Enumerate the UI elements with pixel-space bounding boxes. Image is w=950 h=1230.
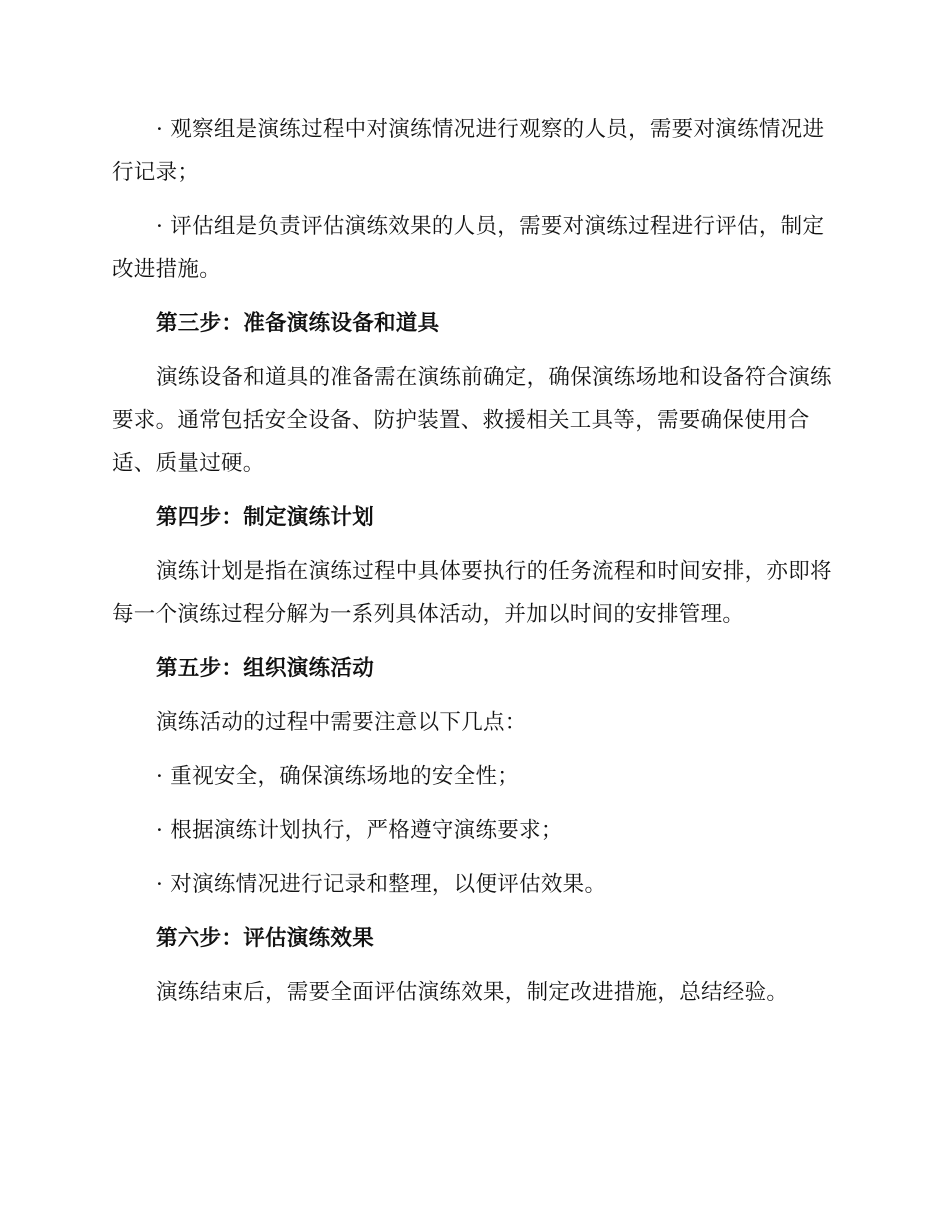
paragraph-plan: 演练计划是指在演练过程中具体要执行的任务流程和时间安排，亦即将每一个演练过程分解为一系列具体活动，并加以时间的安排管理。 [112, 559, 832, 627]
heading-step-four: 第四步：制定演练计划 [156, 505, 375, 530]
heading-step-three: 第三步：准备演练设备和道具 [156, 311, 440, 336]
heading-step-five: 第五步：组织演练活动 [156, 656, 375, 681]
paragraph-equipment: 演练设备和道具的准备需在演练前确定，确保演练场地和设备符合演练要求。通常包括安全设备、防护装置、救援相关工具等，需要确保使用合适、质量过硬。 [112, 365, 832, 476]
bullet-observation-group: · 观察组是演练过程中对演练情况进行观察的人员，需要对演练情况进行记录； [112, 117, 825, 185]
heading-step-six: 第六步：评估演练效果 [156, 926, 375, 951]
bullet-record: · 对演练情况进行记录和整理，以便评估效果。 [156, 872, 607, 897]
paragraph-activity-intro: 演练活动的过程中需要注意以下几点： [156, 710, 527, 735]
bullet-evaluation-group: · 评估组是负责评估演练效果的人员，需要对演练过程进行评估，制定改进措施。 [112, 214, 825, 282]
paragraph-evaluation: 演练结束后，需要全面评估演练效果，制定改进措施，总结经验。 [156, 980, 789, 1005]
bullet-follow-plan: · 根据演练计划执行，严格遵守演练要求； [156, 818, 563, 843]
bullet-safety: · 重视安全，确保演练场地的安全性； [156, 764, 520, 789]
